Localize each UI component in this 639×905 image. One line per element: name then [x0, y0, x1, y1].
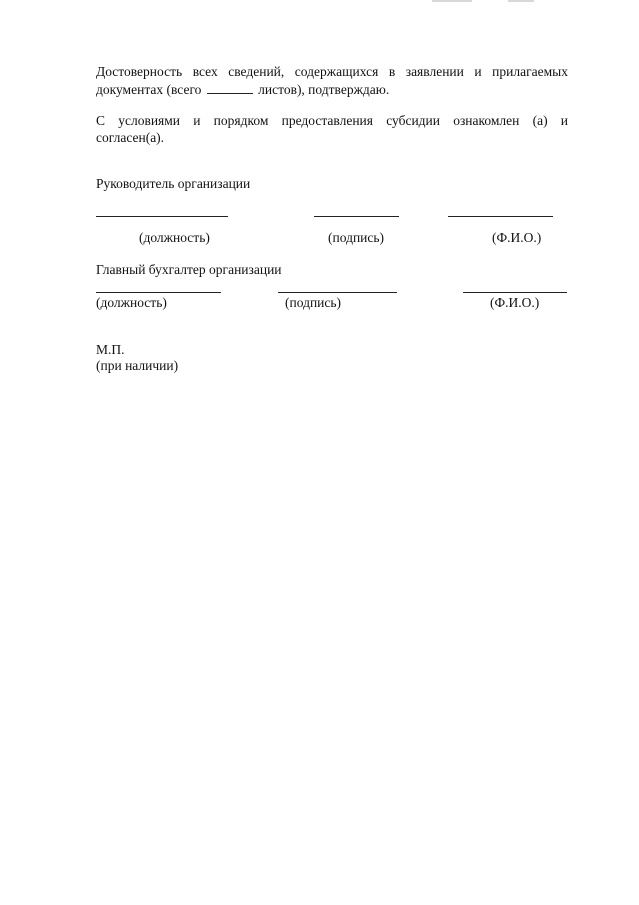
head-position-caption: (должность) [139, 230, 210, 245]
accountant-title: Главный бухгалтер организации [96, 262, 282, 277]
head-name-line[interactable] [448, 216, 553, 217]
head-signature-caption: (подпись) [328, 230, 385, 245]
head-name-caption: (Ф.И.О.) [492, 230, 542, 245]
confirmation-line-1: Достоверность всех сведений, содержащихся в заявлении и прилагаемых [96, 64, 568, 79]
accountant-signature-caption: (подпись) [285, 295, 342, 310]
scan-artifact [432, 0, 472, 2]
head-title: Руководитель организации [96, 176, 251, 191]
agreement-line-1: С условиями и порядком предоставления субсидии ознакомлен (а) и [96, 113, 568, 128]
accountant-position-line[interactable] [96, 292, 221, 293]
head-position-line[interactable] [96, 216, 228, 217]
stamp-note: (при наличии) [96, 358, 179, 373]
scan-artifact [508, 0, 534, 2]
confirmation-line-2 [96, 81, 389, 98]
confirmation-line-2-end: листов), подтверждаю. [258, 82, 390, 97]
sheet-count-field[interactable] [207, 81, 253, 94]
head-signature-line[interactable] [314, 216, 399, 217]
accountant-name-caption: (Ф.И.О.) [490, 295, 540, 310]
agreement-line-2: согласен(а). [96, 130, 165, 145]
accountant-name-line[interactable] [463, 292, 567, 293]
stamp-label: М.П. [96, 342, 125, 357]
accountant-position-caption: (должность) [96, 295, 167, 310]
accountant-signature-line[interactable] [278, 292, 397, 293]
confirmation-line-2-start: документах (всего [96, 82, 202, 97]
